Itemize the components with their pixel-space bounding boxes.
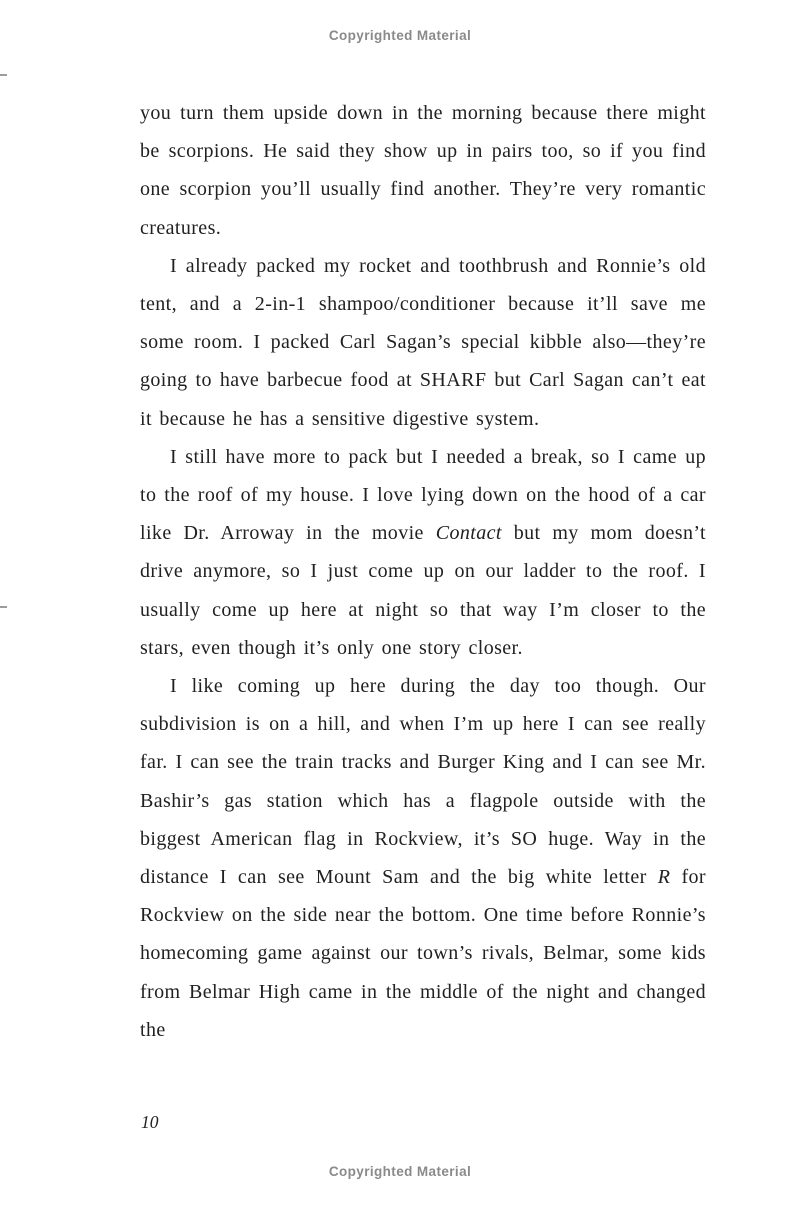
copyright-notice-bottom: Copyrighted Material	[328, 1164, 472, 1179]
paragraph	[140, 247, 706, 438]
copyright-notice-top: Copyrighted Material	[328, 28, 472, 43]
paragraph	[140, 438, 706, 667]
page-edge-mark	[0, 74, 7, 76]
page-edge-mark	[0, 606, 7, 608]
text-segment: for Rockview on the side near the bottom. One time before Ronnie’s homecoming game against our town’s rivals, Belmar, some kids from Belmar High came in the middle of the night and changed the	[140, 866, 706, 1041]
paragraph	[140, 667, 706, 1049]
italic-text-segment: Contact	[435, 522, 502, 545]
page-body	[140, 94, 706, 1049]
text-segment: you turn them upside down in the morning because there might be scorpions. He said they show up in pairs too, so if you find one scorpion you’ll usually find another. They’re very romantic creatures.	[140, 102, 706, 239]
page-number: 10	[141, 1112, 159, 1132]
italic-text-segment: R	[657, 866, 671, 889]
text-segment: but my mom doesn’t drive anymore, so I just come up on our ladder to the roof. I usually come up here at night so that way I’m closer to the stars, even though it’s only one story closer.	[140, 522, 707, 659]
paragraph	[140, 94, 706, 247]
text-segment: I still have more to pack but I needed a break, so I came up to the roof of my house. I love lying down on the hood of a car like Dr. Arroway in the movie	[140, 445, 706, 545]
text-segment: I like coming up here during the day too though. Our subdivision is on a hill, and when I’m up here I can see really far. I can see the train tracks and Burger King and I can see Mr. Bashir’s gas station which has a flagpole outside with the biggest American flag in Rockview, it’s SO huge. Way in the distance I can see Mount Sam and the big white letter	[140, 675, 706, 889]
text-segment: I already packed my rocket and toothbrush and Ronnie’s old tent, and a 2-in-1 shampoo/conditioner because it’ll save me some room. I packed Carl Sagan’s special kibble also—they’re going to have barbecue food at SHARF but Carl Sagan can’t eat it because he has a sensitive digestive system.	[140, 254, 706, 430]
